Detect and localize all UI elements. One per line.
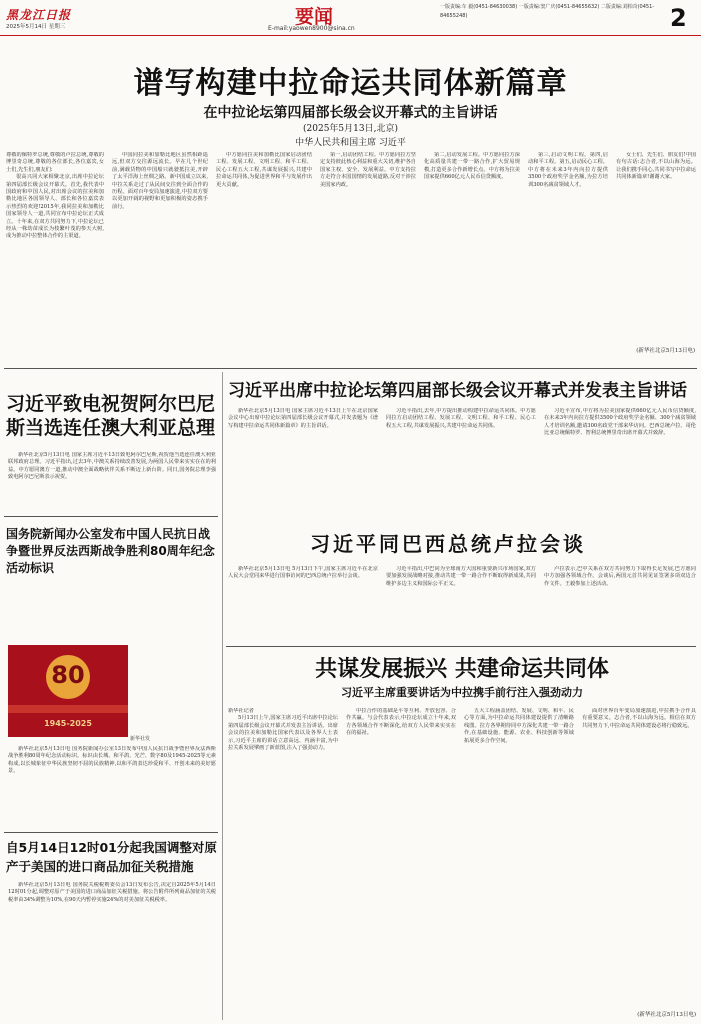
bottom-story-headline: 共谋发展振兴 共建命运共同体 xyxy=(315,657,609,682)
middle-story1-col1 xyxy=(228,408,378,518)
lead-date: (2025年5月13日,北京) xyxy=(303,124,398,134)
editors-line: 一版责编:车 毅(0451-84630038) 一版责编:窦广庆(0451-84655632) 二版责编:刘柏奇(0451-84655248) xyxy=(440,4,655,19)
page-number: 2 xyxy=(670,4,687,32)
middle-story2-col3 xyxy=(544,566,696,642)
bottom-story-byline: 新华社记者 xyxy=(228,708,254,714)
lead-column-7 xyxy=(616,152,696,352)
story3-paragraph: 新华社北京5月13日电 国务院关税税则委员会13日发布公告,决定自2025年5月14日12时01分起,调整对原产于美国的进口商品加征关税措施。将公告附件所列商品加征的关税税率由34%调整为10%,在90天内暂停实施24%的对美加征关税税率。 xyxy=(8,882,216,903)
bottom-story-col3 xyxy=(464,708,574,1014)
lead-paragraph: 中方愿同拉美和加勒比国家启动团结工程、发展工程、文明工程、和平工程、民心工程五大工程,共谋发展振兴,共建中拉命运共同体,为促进世界和平与发展作出更大贡献。 xyxy=(216,152,312,188)
middle-story2-paragraph: 卢拉表示,巴中关系在双方共同努力下取得长足发展,巴方愿同中方加强各领域合作。会谈后,两国元首共同见证签署多项双边合作文件。王毅参加上述活动。 xyxy=(544,566,696,587)
story2-headline: 国务院新闻办公室发布中国人民抗日战争暨世界反法西斯战争胜利80周年纪念活动标识 xyxy=(6,527,215,575)
divider xyxy=(4,516,218,517)
middle-story2-col1 xyxy=(228,566,378,642)
middle-story1-col3 xyxy=(544,408,696,518)
story2-paragraph: 新华社北京5月13日电 国务院新闻办公室13日发布中国人民抗日战争暨世界反法西斯战争胜利80周年纪念活动标识。标识由长城、和平鸽、光芒、数字80及1945-2025等元素构成,以长城象征中华民族坚韧不屈的民族精神,以和平鸽表达珍爱和平、开创未来的美好愿景。 xyxy=(8,746,216,775)
paper-name: 黑龙江日报 xyxy=(6,8,72,22)
middle-story1-paragraph: 习近平指出,去年,中方提出推动构建中拉命运共同体。中方愿同拉方启动团结工程、发展工程、文明工程、和平工程、民心工程五大工程,共谋发展振兴,共建中拉命运共同体。 xyxy=(386,408,536,429)
masthead xyxy=(0,0,701,36)
photo-credit: 新华社发 xyxy=(130,736,151,742)
issue-date: 2025年5月14日 星期三 xyxy=(6,24,66,30)
column-rule xyxy=(222,372,223,1020)
bottom-story-col4 xyxy=(582,708,696,1002)
lead-author: 中华人民共和国主席 习近平 xyxy=(295,138,406,148)
lead-paragraph: 第二,启动发展工程。中方愿同拉方深化高质量共建一带一路合作,扩大贸易规模,打造更多合作新增长点。中方将为拉美国家提供660亿元人民币信贷额度。 xyxy=(424,152,520,181)
middle-story1-paragraph: 新华社北京5月13日电 国家主席习近平13日上午在北京国家会议中心出席中拉论坛第四届部长级会议开幕式,并发表题为《谱写构建中拉命运共同体新篇章》的主旨讲话。 xyxy=(228,408,378,429)
middle-story2-col2 xyxy=(386,566,536,642)
middle-story1-paragraph: 习近平宣布,中方将为拉美国家提供660亿元人民币信贷额度,在未来3年内向拉方提供3500个政府奖学金名额、300个减贫领域人才培训名额,邀请300名政党干部来华访问。巴西总统卢拉、哥伦比亚总统佩特罗、智利总统博里奇出席开幕式并致辞。 xyxy=(544,408,696,437)
middle-story1-col2 xyxy=(386,408,536,518)
bottom-story-source: (新华社北京5月13日电) xyxy=(637,1012,696,1018)
lead-paragraph: 女士们、先生们、朋友们!中国有句古话:志合者,不以山海为远。让我们携手同心,共同书写中拉命运共同体新篇章!谢谢大家。 xyxy=(616,152,696,181)
lead-column-4 xyxy=(320,152,416,360)
lead-column-3 xyxy=(216,152,312,360)
story1-paragraph: 新华社北京5月13日电 国家主席习近平13日致电阿尔巴尼斯,祝贺他当选连任澳大利亚联邦政府总理。习近平指出,过去3年,中澳关系持续改善发展,为两国人民带来实实在在的利益。中方愿同澳方一道,推动中澳全面战略伙伴关系不断迈上新台阶。同日,国务院总理李强致电阿尔巴尼斯表示祝贺。 xyxy=(8,452,216,481)
middle-story2-headline: 习近平同巴西总统卢拉会谈 xyxy=(310,532,586,556)
great-wall-band xyxy=(8,705,128,713)
middle-story2-paragraph: 习近平指出,中巴同为全球南方大国和重要新兴市场国家,双方要加强发展战略对接,推动共建一带一路合作不断取得新成果,共同维护多边主义和国际公平正义。 xyxy=(386,566,536,587)
middle-story2-paragraph: 新华社北京5月13日电 5月13日下午,国家主席习近平在北京人民大会堂同来华进行国事访问的巴西总统卢拉举行会谈。 xyxy=(228,566,378,580)
divider xyxy=(4,832,218,833)
logo-years: 1945-2025 xyxy=(44,719,92,728)
story2-body xyxy=(8,746,216,820)
bottom-story-col2 xyxy=(346,708,456,1014)
lead-headline: 谱写构建中拉命运共同体新篇章 xyxy=(133,66,568,101)
lead-column-5 xyxy=(424,152,520,360)
divider xyxy=(226,646,696,647)
divider xyxy=(4,368,697,369)
lead-column-6 xyxy=(528,152,608,360)
lead-column-2 xyxy=(112,152,208,360)
story1-body xyxy=(8,452,216,504)
bottom-story-paragraph: 5月13日上午,国家主席习近平出席中拉论坛第四届部长级会议开幕式并发表主旨讲话。出席会议的拉美和加勒比国家代表以及各界人士表示,习近平主席的讲话立意高远、内涵丰富,为中拉关系发展擘画了新蓝图,注入了强劲动力。 xyxy=(228,715,338,752)
lead-paragraph: 第一,启动团结工程。中方愿同拉方坚定支持彼此核心利益和重大关切,维护各自国家主权、安全、发展利益。中方支持拉方走符合本国国情的发展道路,反对干涉拉美国家内政。 xyxy=(320,152,416,188)
lead-paragraph: 第三,启动文明工程。第四,启动和平工程。第五,启动民心工程。中方将在未来3年内向拉方提供3500个政府奖学金名额,为拉方培训300名减贫领域人才。 xyxy=(528,152,608,188)
logo-number: 80 xyxy=(51,661,85,689)
lead-paragraph: 很高兴同大家相聚北京,出席中拉论坛第四届部长级会议开幕式。首先,我代表中国政府和中国人民,对出席会议的拉美和加勒比地区各国领导人、部长和各位嘉宾表示热烈的欢迎!2015年,我同拉美和加勒比国家领导人一道,共同宣布中拉论坛正式成立。十年来,在双方共同努力下,中拉论坛已经从一株幼苗成长为枝繁叶茂的参天大树,成为推动中拉整体合作的主渠道。 xyxy=(6,174,104,240)
lead-source: (新华社北京5月13日电) xyxy=(636,348,695,354)
story3-body xyxy=(8,882,216,1016)
section-title: 要闻 xyxy=(295,6,334,28)
lead-paragraph: 中国同拉美和加勒比地区虽然相距遥远,但双方交往源远流长。早在几个世纪前,满载货物的中国船只就驶抵拉美,开辟了太平洋海上丝绸之路。新中国成立以来,中拉关系走过了从民间交往到全面合作的历程。面对百年变局加速演进,中拉双方要以更加开阔的视野和更加积极的姿态携手前行。 xyxy=(112,152,208,210)
bottom-story-paragraph: 面对世界百年变局加速演进,中拉携手合作具有重要意义。志合者,不以山海为远。相信在双方共同努力下,中拉命运共同体建设必将行稳致远。 xyxy=(582,708,696,729)
middle-story1-headline: 习近平出席中拉论坛第四届部长级会议开幕式并发表主旨讲话 xyxy=(228,381,687,401)
lead-column-1 xyxy=(6,152,104,360)
lead-subtitle: 在中拉论坛第四届部长级会议开幕式的主旨讲话 xyxy=(203,105,498,121)
lead-salutation: 尊敬的佩特罗总统,尊敬的卢拉总统,尊敬的博里奇总统,尊敬的各位部长,各位嘉宾,女士们,先生们,朋友们: xyxy=(6,152,104,173)
bottom-story-subheadline: 习近平主席重要讲话为中拉携手前行注入强劲动力 xyxy=(341,686,583,699)
section-email: E-mail:yaowen8900@sina.cn xyxy=(268,25,355,32)
story3-headline: 自5月14日12时01分起我国调整对原产于美国的进口商品加征关税措施 xyxy=(6,840,217,874)
story1-headline: 习近平致电祝贺阿尔巴尼斯当选连任澳大利亚总理 xyxy=(6,393,216,439)
bottom-story-paragraph: 五大工程涵盖团结、发展、文明、和平、民心等方面,为中拉命运共同体建设提供了清晰路线图。拉方各界期待同中方深化共建一带一路合作,在基础设施、能源、农业、科技创新等领域拓展更多合作空间。 xyxy=(464,708,574,744)
commemoration-logo xyxy=(8,645,128,737)
bottom-story-paragraph: 中拉合作的基础是平等互利、开放包容、合作共赢。与会代表表示,中拉论坛成立十年来,双方各领域合作不断深化,给双方人民带来实实在在的福祉。 xyxy=(346,708,456,737)
bottom-story-col1 xyxy=(228,708,338,1014)
